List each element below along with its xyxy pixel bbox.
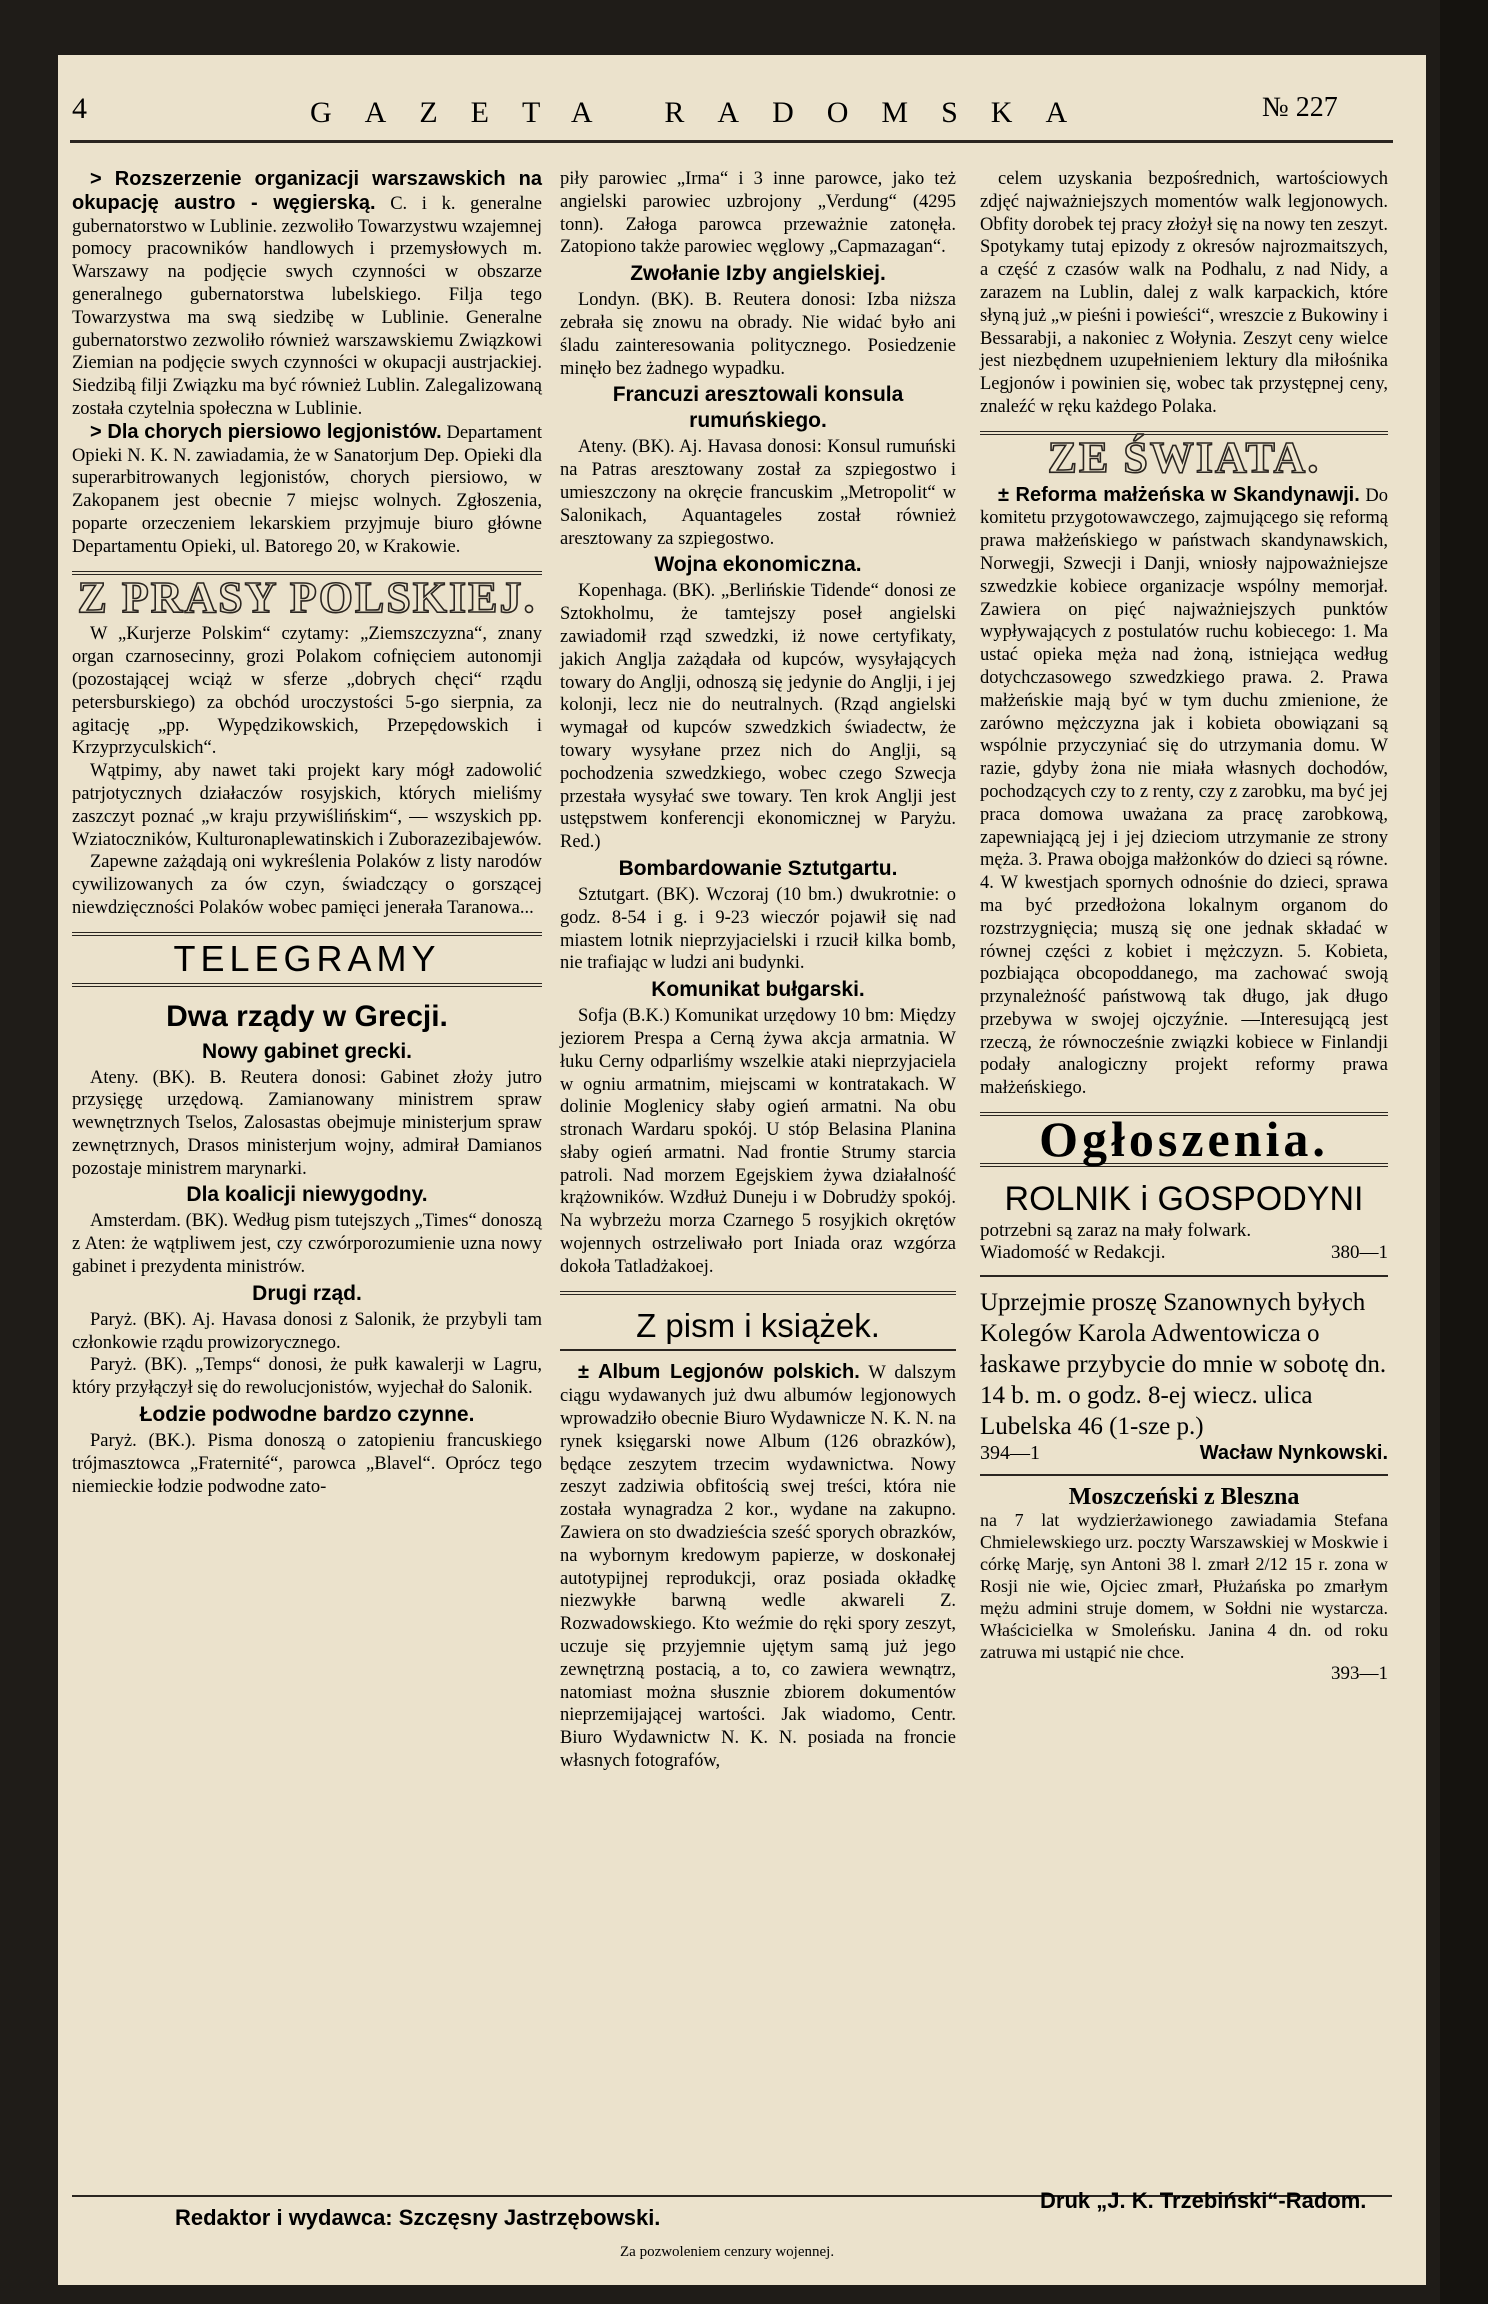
column-2 xyxy=(560,168,956,1773)
article-heading: ± Reforma małżeńska w Skandynawji. xyxy=(998,483,1360,506)
article-heading: Łodzie podwodne bardzo czynne. xyxy=(139,1403,475,1427)
ad-footer-row xyxy=(980,1242,1388,1265)
article-heading: > Rozszerzenie organizacji warszawskich na okupację austro - węgierską. xyxy=(72,168,542,214)
article-text: W „Kurjerze Polskim“ czytamy: „Ziemszczyzna“, znany organ czarnosecinny, grozi Polakom cofnięciem autonomji (pozostającej wciąż w sferze „dobrych chęci“ rządu petersburskiego) za obchód uroczystości 5-go sierpnia, za agitację „pp. Wypędzikowskich, Przepędowskich i Krzyprzyculskich“. xyxy=(72,624,542,759)
column-1 xyxy=(72,168,542,1498)
ad-footer-row xyxy=(980,1663,1388,1686)
article-text: Ateny. (BK). Aj. Havasa donosi: Konsul rumuński na Patras aresztowany został za szpiegostwo i umieszczony na okręcie francuskim „Metropolit“ w Salonikach, Aquantageles został również aresztowany za szpiegostwo. xyxy=(560,437,956,549)
ad-text: potrzebni są zaraz na mały folwark. xyxy=(980,1219,1252,1241)
section-title-prasy: Z PRASY POLSKIEJ. xyxy=(77,572,537,622)
article-text: Paryż. (BK). Aj. Havasa donosi z Salonik, że przybyli tam członkowie rządu prowizorycznego. xyxy=(72,1309,542,1353)
article-heading: Wojna ekonomiczna. xyxy=(654,553,862,577)
article-text: Zapewne zażądają oni wykreślenia Polaków z listy narodów cywilizowanych za ów czyn, świadczący o gorszącej niewdzięczności Polaków wobec pamięci jenerała Taranowa... xyxy=(72,852,542,918)
article-text: piły parowiec „Irma“ i 3 inne parowce, jako też angielski parowiec uzbrojony „Verdung“ (4295 tonn). Załoga parowca przeważnie zatonęła. Zatopiono także parowiec węglowy „Capmazagan“. xyxy=(560,169,956,258)
article-heading: Dwa rządy w Grecji. xyxy=(166,999,448,1033)
ad-signature: Wacław Nynkowski. xyxy=(1199,1441,1388,1464)
page-number: 4 xyxy=(72,92,87,125)
article-text: Sztutgart. (BK). Wczoraj (10 bm.) dwukrotnie: o godz. 8-54 i g. i 9-23 wieczór pojawił się nad miastem lotnik nieprzyjacielski i rzucił kilka bomb, nie trafiając w ludzi ani budynki. xyxy=(560,884,956,974)
article-text: Wątpimy, aby nawet taki projekt kary mógł zadowolić patrjotycznych działaczów rosyjskich, których mieliśmy zaszczyt poznać „w kraju przywiślińskim“, — wszyskich pp. Wziatocznikόw, Kulturonaplewatinskich i Zuborazezibajewów. xyxy=(72,761,542,850)
ad-rule xyxy=(980,1275,1388,1277)
article-text: C. i k. generalne gubernatorstwo w Lublinie. zezwoliło Towarzystwu wzajemnej pomocy pracowników handlowych i przemysłowych m. Warszawy na podjęcie swych czynności w obszarze generalnego gubernatorstwa lubelskiego. Filja tego Towarzystwa ma swą siedzibę w Lublinie. Generalne gubernatorstwo zezwoliło również warszawskiemu Związkowi Ziemian na podjęcie swych czynności w okupacji austrjackiej. Siedzibą filji Związku ma być również Lublin. Zalegalizowaną została czytelnia społeczna w Lublinie. xyxy=(72,193,543,419)
article-text: Amsterdam. (BK). Według pism tutejszych „Times“ donoszą z Aten: że wątpliwem jest, czy czwórporozumienie uzna nowy gabinet i prezydenta ministrów. xyxy=(72,1211,542,1278)
ad-footer-row xyxy=(980,1442,1388,1465)
column-3 xyxy=(980,168,1388,1686)
article-heading: Zwołanie Izby angielskiej. xyxy=(630,262,886,286)
article-text: celem uzyskania bezpośrednich, wartościowych zdjęć najważniejszych momentów walk legjonowych. Obfity dorobek tej pracy złożył się na nowy ten zeszyt. Spotykamy tutaj epizody z okresów najrozmaitszych, a część z czasów walk na Podhalu, z nad Nidy, a zarazem na Lublin, dalej z walk karpackich, które słyną już „w pieśni i powieści“, wreszcie z Bukowiny i Bessarabji, a nakoniec z Wołynia. Zeszyt ceny wielce jest niezbędnem uzupełnieniem lektury dla miłośnika Legjonów i powinien się, wobec tak przystępnej ceny, znaleźć w ręku każdego Polaka. xyxy=(980,169,1388,417)
section-rule xyxy=(72,932,542,936)
section-title-books: Z pism i książek. xyxy=(636,1306,880,1344)
footer-censor-note: Za pozwoleniem cenzury wojennej. xyxy=(620,2244,835,2260)
ad-text: na 7 lat wydzierżawionego zawiadamia Stefana Chmielewskiego urz. poczty Warszawskiej w Moskwie i córkę Marję, syn Antoni 38 l. zmarł 2/12 15 r. zona w Rosji nie wie, Ojciec zmarł, Płużańska po zmarłym mężu admini struje domem, w Sołdni nie wystarcza. Właścicielka w Smoleńsku. Janina 4 dn. od roku zatruwa mi ustąpić nie chce. xyxy=(980,1510,1388,1663)
article-text: Ateny. (BK). B. Reutera donosi: Gabinet złoży jutro przysięgę urzędową. Zamianowany ministrem spraw wewnętrznych Tselos, Zalosastas obejmuje ministerjum spraw zewnętrznych, Drasos ministerjum wojny, admirał Damianos pozostaje ministrem marynarki. xyxy=(72,1067,542,1179)
article-text: Kopenhaga. (BK). „Berlińskie Tidende“ donosi ze Sztokholmu, że tamtejszy poseł angielski zawiadomił rząd szwedzki, iż nowe certyfikaty, jakich Anglja zażądała od kupców, wysyłających towary do Anglji, odnoszą się jedynie do Anglji, i jej kolonji, lecz nie do neutralnych. (Rząd angielski wymagał od kupców szwedzkich świadectw, że towary wysyłane przez nich do Anglji, są pochodzenia szwedzkiego, wobec czego Szwecja przestała wysyłać swe towary. Ten krok Anglji jest ustępstwem konferencji ekonomicznej w Paryżu. Red.) xyxy=(560,581,956,853)
article-text: Paryż. (BK). „Temps“ donosi, że pułk kawalerji w Lagru, który przyłączył się do rewolucjonistów, wyjechał do Salonik. xyxy=(72,1355,542,1399)
article-heading: > Dla chorych piersiowo legjonistów. xyxy=(90,420,442,443)
ad-rule xyxy=(980,1474,1388,1476)
footer-editor: Redaktor i wydawca: Szczęsny Jastrzębowski. xyxy=(175,2205,661,2230)
article-heading: Drugi rząd. xyxy=(252,1281,362,1305)
ad-heading: ROLNIK i GOSPODYNI xyxy=(1004,1179,1364,1218)
article-text: Departament Opieki N. K. N. zawiadamia, że w Sanatorjum Dep. Opieki dla superarbitrowanych legjonistów, chorych piersiowo, w Zakopanem jest obecnie 7 miejsc wolnych. Zgłoszenia, poparte orzeczeniem lekarskiem przyjmuje biuro główne Departamentu Opieki, ul. Batorego 20, w Krakowie. xyxy=(72,422,543,557)
section-rule xyxy=(72,983,542,987)
ad-number: 394—1 xyxy=(980,1441,1040,1464)
article-subheading: Nowy gabinet grecki. xyxy=(201,1039,413,1063)
article-text: Sofja (B.K.) Komunikat urzędowy 10 bm: Między jeziorem Prespa a Cerną żywa akcja armatnia. W łuku Cerny odparliśmy wszelkie ataki nieprzyjaciela w ogniu armatnim, miejscami w kontratakach. W dolinie Moglenicy słaby ogień armatni. Na obu stronach Wardaru spokój. U stóp Belasina Planina słaby ogień armatni. Nad frontie Strumy starcia patroli. Nad morzem Egejskiem żywa działalność krążowników. Wzdłuż Duneju i w Dobrudży spokój. Na wybrzeżu morza Czarnego 5 rosyjkich okrętów wojennych ostrzeliwało port Iniada oraz wzgórza dokoła Tatladżakoej. xyxy=(560,1006,956,1277)
article-text: Paryż. (BK.). Pisma donoszą o zatopieniu francuskiego trójmasztowca „Fraternité“, parowca „Blavel“. Oprócz tego niemieckie łodzie podwodne zato- xyxy=(72,1431,542,1497)
section-title-ads: Ogłoszenia. xyxy=(1039,1111,1329,1168)
article-text: W dalszym ciągu wydawanych już dwu albumów legjonowych wprowadziło obecnie Biuro Wydawnicze N. K. N. na rynek księgarski nowe Album (126 obrazków), będące zeszytem trzecim wydawnictwa. Nowy zeszyt zadziwia obfitością swej treści, która nie została wynagradza 2 kor., wydane na zakupno. Zawiera on sto dwadzieścia sześć sporych obrazków, na wybornym kredowym papierze, w doskonałej autotypijnej reprodukcji, oraz posiada okładkę niezwykłe barwną wedle akwareli Z. Rozwadowskiego. Kto weźmie do ręki spory zeszyt, uczuje się przyjemnie ujętym samą już jego zewnętrzną postacią, a to, co zawiera wewnątrz, natomiast można słusznie zbiorem dokumentów nieprzemijającej wartości. Jak wiadomo, Centr. Biuro Wydawnictw N. K. N. posiada na froncie własnych fotografów, xyxy=(560,1363,956,1772)
article-heading: Komunikat bułgarski. xyxy=(651,978,865,1002)
article-heading: ± Album Legjonów polskich. xyxy=(578,1361,860,1384)
section-rule xyxy=(560,1291,956,1295)
article-text: Londyn. (BK). B. Reutera donosi: Izba niższa zebrała się znowu na obrady. Nie widać było ani śladu zainteresowania politycznego. Posiedzenie minęło bez żadnego wypadku. xyxy=(560,290,956,379)
page-edge xyxy=(1440,0,1488,2304)
section-title-telegramy: TELEGRAMY xyxy=(173,937,441,979)
article-heading: Bombardowanie Sztutgartu. xyxy=(618,856,898,880)
ad-number: 380—1 xyxy=(1331,1241,1388,1263)
header-rule xyxy=(70,140,1393,143)
masthead-title: GAZETA RADOMSKA xyxy=(310,96,1101,129)
section-title-swiat: ZE ŚWIATA. xyxy=(1047,432,1321,482)
ad-text: Uprzejmie proszę Szanownych byłych Kolegów Karola Adwentowicza o łaskawe przybycie do mnie w sobotę dn. 14 b. m. o godz. 8-ej wiecz. ulica Lubelska 46 (1-sze p.) xyxy=(980,1288,1387,1440)
article-heading: Francuzi aresztowali konsula rumuńskiego. xyxy=(612,383,904,433)
article-heading: Dla koalicji niewygodny. xyxy=(186,1183,428,1207)
ad-contact: Wiadomość w Redakcji. xyxy=(980,1241,1166,1263)
section-rule xyxy=(560,1349,956,1351)
ad-number: 393—1 xyxy=(1331,1663,1388,1685)
ad-heading: Moszczeński z Bleszna xyxy=(1068,1484,1300,1511)
issue-number: № 227 xyxy=(1262,92,1338,123)
article-text: Do komitetu przygotowawczego, zajmującego się reformą prawa małżeńskiego w państwach skandynawskich, Norwegji, Szwecji i Danji, wniosły najpoważniejsze szwedzkie kobiece organizacje wspólny memorjał. Zawiera on pięć najważniejszych punktów wypływających z postulatów ruchu kobiecego: 1. Ma ustać opieka męża nad żoną, istniejąca według dotychczasowego szwedzkiego prawa. 2. Prawa małżeńskie mają być w tym duchu zmienione, że zarówno mężczyzna jak i kobieta obowiązani są wspólnie przyczyniać się do utrzymania domu. W razie, gdyby żona nie miała własnych dochodów, pochodzących czy to z renty, czy z zarobku, ma być jej praca domowa uważana za pracę zarobkową, zapewniającą jej i jej dzieciom utrzymanie ze strony męża. 3. Prawa obojga małżonków do dzieci są równe. 4. W kwestjach spornych odnośnie do dzieci, sprawa ma być przedłożona lokalnym organom do rozstrzygnięcia; muszą się one jednak składać w równej części z kobiet i mężczyzn. 5. Kobieta, pozbiająca obcopoddanego, ma zachować swoją przynależność państwową tak długo, jak długo przebywa w swojej ojczyźnie. —Interesującą jest rzeczą, że równocześnie związki kobiece w Finlandji podały analogiczny projekt reformy prawa małżeńskiego. xyxy=(980,485,1388,1099)
footer-printer: Druk „J. K. Trzebiński“-Radom. xyxy=(1040,2188,1367,2213)
